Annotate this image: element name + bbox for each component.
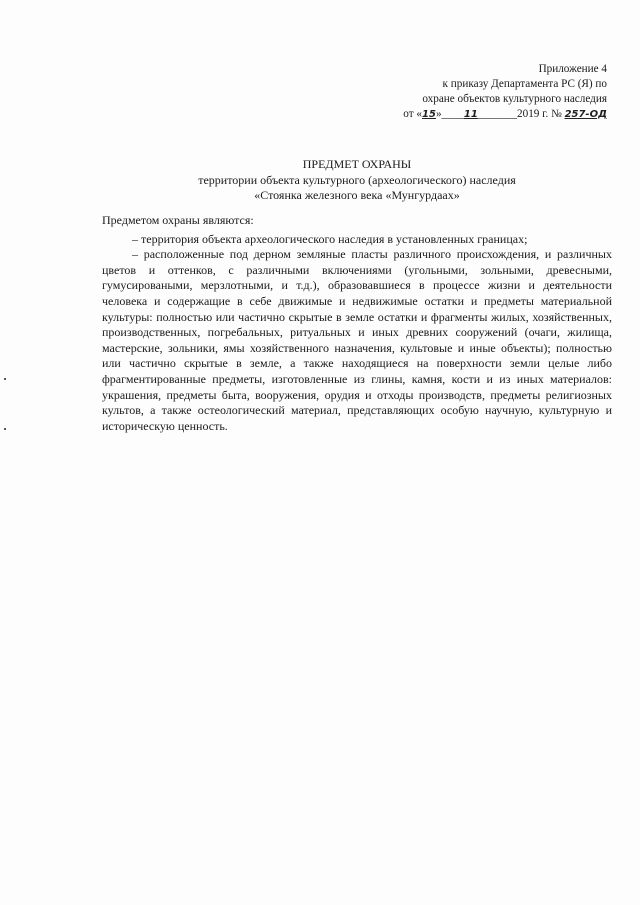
date-month-handwritten: 11 — [463, 109, 478, 120]
margin-mark — [4, 378, 6, 380]
appendix-department: охране объектов культурного наследия — [422, 93, 607, 105]
appendix-order-ref: к приказу Департамента РС (Я) по — [442, 78, 607, 90]
body-intro: Предметом охраны являются: — [102, 213, 254, 227]
date-prefix: от « — [403, 108, 423, 120]
title-subheading: территории объекта культурного (археологического) наследия — [198, 172, 516, 187]
appendix-number: Приложение 4 — [538, 63, 607, 75]
appendix-date-number: от «15»____11_______2019 г. № 257-ОД — [403, 108, 607, 120]
title-object-name: «Стоянка железного века «Мунгурдаах» — [254, 188, 460, 202]
appendix-header — [347, 62, 607, 122]
document-title — [0, 157, 640, 204]
date-month-sep: » — [435, 108, 442, 120]
document-body — [102, 213, 612, 434]
body-item-territory: – территория объекта археологического наследия в установленных границах; — [132, 231, 528, 246]
body-item-layers: – расположенные под дерном земляные пласты различного происхождения, и различных цветов и оттенков, с различными включениями (угольными, зольными, древесными, гумусироваными, мерзлотными, и т.д.), образовавшиеся в процессе жизни и деятельности человека и содержащие в себе движимые и недвижимые остатки и предметы материальной культуры: полностью или частично скрытые в земле остатки и фрагменты жилых, хозяйственных, производственных, погребальных, ритуальных и иных древних сооружений (очаги, жилища, мастерские, зольники, ямы хозяйственного назначения, культовые и иные объекты); полностью или частично скрытые в земле, а также находящиеся на поверхности земли целые либо фрагментированные предметы, изготовленные из глины, камня, кости и из иных материалов: украшения, предметы быта, вооружения, орудия и отходы производств, предметы религиозных культов, а также остеологический материал, представляющих особую научную, культурную и историческую ценность. — [102, 247, 612, 433]
title-heading: ПРЕДМЕТ ОХРАНЫ — [302, 157, 412, 171]
margin-mark — [4, 428, 6, 430]
order-number-handwritten: 257-ОД — [564, 109, 607, 120]
date-year: 2019 г. № — [517, 108, 562, 120]
date-day-handwritten: 15 — [422, 109, 436, 120]
